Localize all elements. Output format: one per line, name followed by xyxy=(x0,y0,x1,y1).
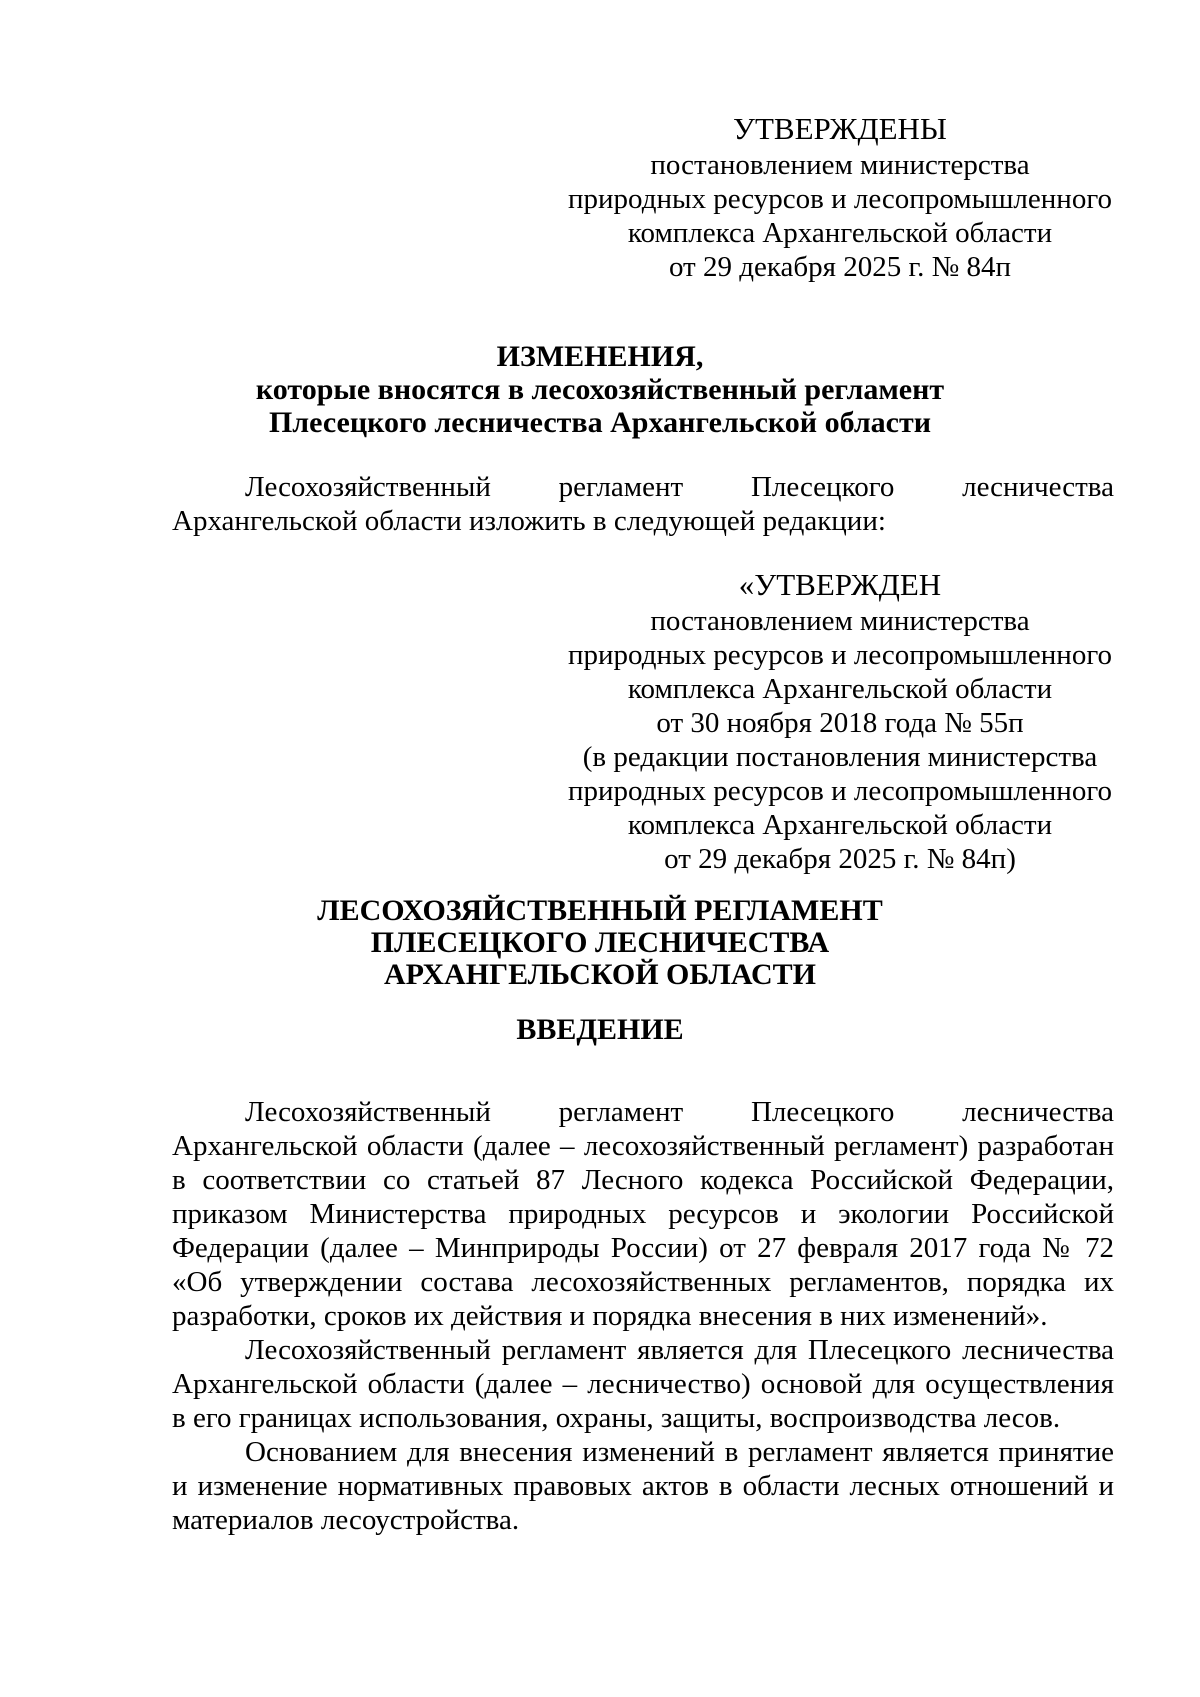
approval-date: от 30 ноября 2018 года № 55п xyxy=(656,707,1024,739)
section-heading-introduction: ВВЕДЕНИЕ xyxy=(516,1013,684,1046)
body-paragraph: Лесохозяйственный регламент является для Плесецкого лесничества Архангельской области (далее – лесничество) основой для осуществления в его границах использования, охраны, защиты, воспроизводства лесов. xyxy=(172,1334,1114,1434)
approval-title: УТВЕРЖДЕНЫ xyxy=(733,111,947,146)
regulation-heading xyxy=(0,895,1200,991)
approval-line: (в редакции постановления министерства xyxy=(582,741,1098,773)
body-paragraph: Основанием для внесения изменений в регламент является принятие и изменение нормативных правовых актов в области лесных отношений и материалов лесоустройства. xyxy=(172,1436,1114,1536)
approval-line: природных ресурсов и лесопромышленного xyxy=(567,775,1112,807)
approval-line: комплекса Архангельской области xyxy=(627,809,1053,841)
regulation-title: АРХАНГЕЛЬСКОЙ ОБЛАСТИ xyxy=(384,958,816,991)
instruction-paragraph: Лесохозяйственный регламент Плесецкого лесничества Архангельской области изложить в следующей редакции: xyxy=(172,471,1114,537)
regulation-title: ПЛЕСЕЦКОГО ЛЕСНИЧЕСТВА xyxy=(370,926,830,959)
changes-subtitle: которые вносятся в лесохозяйственный регламент xyxy=(255,373,945,406)
changes-title: ИЗМЕНЕНИЯ, xyxy=(496,340,704,373)
introduction-body xyxy=(172,1095,1114,1537)
approval-line: природных ресурсов и лесопромышленного xyxy=(567,639,1112,671)
approval-line: комплекса Архангельской области xyxy=(627,673,1053,705)
changes-heading xyxy=(0,340,1200,439)
approval-date: от 29 декабря 2025 г. № 84п) xyxy=(664,843,1016,875)
regulation-title: ЛЕСОХОЗЯЙСТВЕННЫЙ РЕГЛАМЕНТ xyxy=(317,894,883,927)
approval-line: постановлением министерства xyxy=(650,605,1030,637)
body-paragraph: Лесохозяйственный регламент Плесецкого лесничества Архангельской области (далее – лесохозяйственный регламент) разработан в соответствии со статьей 87 Лесного кодекса Российской Федерации, приказом Министерства природных ресурсов и экологии Российской Федерации (далее – Минприроды России) от 27 февраля 2017 года № 72 «Об утверждении состава лесохозяйственных регламентов, порядка их разработки, сроков их действия и порядка внесения в них изменений». xyxy=(172,1096,1114,1332)
approval-stamp-inner xyxy=(560,568,1120,876)
approval-stamp-top xyxy=(560,112,1120,284)
approval-line: природных ресурсов и лесопромышленного xyxy=(567,183,1112,215)
changes-subtitle: Плесецкого лесничества Архангельской области xyxy=(268,406,932,439)
approval-line: комплекса Архангельской области xyxy=(627,217,1053,249)
approval-line: постановлением министерства xyxy=(650,149,1030,181)
approval-title: «УТВЕРЖДЕН xyxy=(738,567,942,602)
approval-date: от 29 декабря 2025 г. № 84п xyxy=(668,251,1012,283)
